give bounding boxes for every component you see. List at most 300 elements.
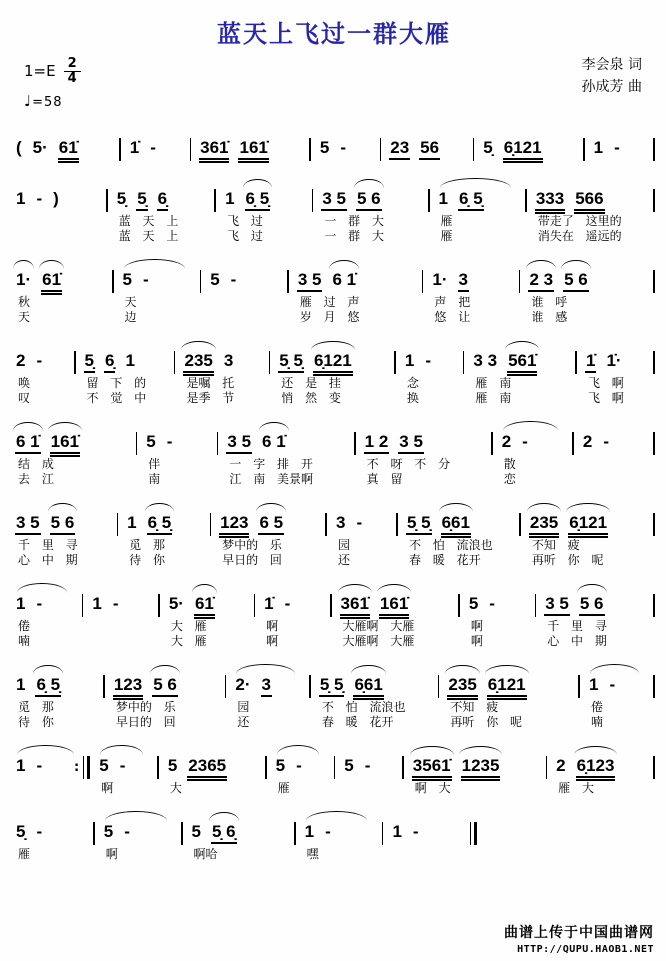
tempo-value: =58 <box>32 95 63 111</box>
notes-row <box>340 594 460 619</box>
lyric-row-2: 真 留 <box>366 472 403 486</box>
barline-thin <box>74 351 76 374</box>
note-group: 5 6 <box>152 675 178 697</box>
notes-row <box>275 756 336 781</box>
note-group: 3 5 <box>15 513 41 535</box>
lyric-row-1: 雁 <box>18 847 31 861</box>
note-group: 6̣ 5̣ <box>245 189 271 211</box>
barline-thin <box>225 675 227 698</box>
measure <box>204 257 292 325</box>
measure <box>273 338 399 406</box>
barline <box>515 513 521 536</box>
measure <box>577 419 658 487</box>
score <box>10 125 658 862</box>
note-group: 3 <box>261 675 272 697</box>
notes-row <box>593 138 655 163</box>
lyric-row-1: 声 把 <box>434 295 471 309</box>
lyric-row-2: 还 <box>338 553 351 567</box>
note-group: 6 1̇ <box>332 270 357 289</box>
lyric-row-2: 雁 <box>440 229 453 243</box>
score-header <box>10 55 658 111</box>
note-group: 6̣ 5̣ <box>458 189 484 211</box>
barline <box>649 513 655 536</box>
lyric-row-1: 大 雁 <box>170 619 207 633</box>
lyric-row-1: 大 <box>169 781 182 795</box>
lyric-row-1: 蓝 天 上 <box>118 214 179 228</box>
barline <box>261 756 267 779</box>
barline-thin <box>458 594 460 617</box>
dash-extension: - <box>284 594 291 613</box>
notes-row <box>304 822 384 847</box>
measure <box>10 662 108 730</box>
barline-thin <box>470 822 472 845</box>
barline-thin <box>112 270 114 293</box>
lyric-row-1: 谁 呼 <box>531 295 568 309</box>
barline <box>330 756 336 779</box>
lyric-row-2: 悠 让 <box>434 310 471 324</box>
notes-row <box>335 513 398 538</box>
lyric-row-1: 不知 疲 <box>450 700 499 714</box>
measure <box>463 581 539 649</box>
measure <box>162 743 270 796</box>
measure <box>426 257 523 325</box>
barline-thin <box>653 594 655 617</box>
barline-thin <box>181 822 183 845</box>
note-group: 5̣ <box>136 189 147 211</box>
lyric-row-1: 散 <box>503 457 516 471</box>
lyric-row-2 <box>15 229 108 244</box>
lyric-row-2: 天 <box>18 310 31 324</box>
lyric-row-2 <box>209 310 289 325</box>
note-group: 5̣ 5̣ <box>278 351 304 373</box>
measure <box>314 125 384 163</box>
lyric-row-2: 还 <box>237 715 250 729</box>
dash-extension: - <box>150 138 156 157</box>
note-group: 5̣ <box>116 189 127 208</box>
note-group: 1· <box>432 270 448 289</box>
measure <box>10 743 93 796</box>
measure <box>442 662 583 730</box>
lyric-row-1: 千 里 寻 <box>547 619 607 633</box>
lyric-row-2: 是季 节 <box>186 391 235 405</box>
barline-thin <box>106 189 108 212</box>
note-group: 5 <box>319 138 330 157</box>
barline <box>579 138 585 161</box>
notes-row <box>528 270 655 295</box>
lyric-row-1: 园 <box>237 700 250 714</box>
note-group: 5· <box>32 138 48 157</box>
lyric-row-1: 啊 <box>266 619 279 633</box>
note-group: 1 <box>304 822 315 841</box>
measure <box>270 743 339 796</box>
note-group: 361̇ <box>340 594 370 619</box>
barline-thin <box>535 594 537 617</box>
barline-thin <box>309 675 311 698</box>
dash-extension: - <box>36 756 43 775</box>
measure <box>399 338 468 406</box>
barline-thin <box>157 756 159 779</box>
lyric-row-2: 悄 然 变 <box>281 391 341 405</box>
barline-thin <box>269 351 271 374</box>
score-line-2 <box>10 176 658 244</box>
notes-row <box>582 432 655 457</box>
barline <box>177 822 183 845</box>
note-group: 2 <box>582 432 593 451</box>
barline <box>649 189 655 212</box>
measure <box>111 176 219 244</box>
barline-thin <box>578 675 580 698</box>
note-group: 5̣ 6̣ <box>211 822 237 844</box>
notes-row <box>15 756 90 781</box>
lyric-row-2: 春 暖 花开 <box>321 715 394 729</box>
measure <box>433 176 530 244</box>
lyric-row-2: 雁 南 <box>475 391 512 405</box>
dash-extension: - <box>119 756 126 775</box>
measure <box>292 257 427 325</box>
score-line-9 <box>10 743 658 796</box>
barline-thin <box>309 138 311 161</box>
barline-thin <box>653 432 655 455</box>
notes-row <box>297 270 424 295</box>
note-group: 3 5 <box>297 270 323 292</box>
measure <box>124 125 194 163</box>
measure <box>539 581 658 649</box>
dash-extension: - <box>489 594 495 613</box>
lyric-row-2: 早日的 回 <box>115 715 176 729</box>
measure <box>530 176 658 244</box>
barline-thin <box>396 513 398 536</box>
barline-thin <box>519 513 521 536</box>
lyric-row-1: 伴 <box>148 457 161 471</box>
tempo-marking <box>24 92 81 110</box>
song-title: 蓝天上飞过一群大雁 <box>217 19 451 48</box>
barline-thin <box>83 756 85 779</box>
score-line-7 <box>10 581 658 649</box>
barline <box>568 432 574 455</box>
measure <box>580 338 658 406</box>
barline <box>649 270 655 293</box>
lyric-row-1: 雁 <box>277 781 290 795</box>
notes-row <box>321 189 429 214</box>
note-group: 161̇ <box>238 138 268 163</box>
note-group: 1 <box>16 189 26 208</box>
lyric-row-2: 早日的 回 <box>222 553 282 567</box>
lyric-row-1: 一 字 排 开 <box>229 457 313 471</box>
lyric-row-2: 飞 啊 <box>587 391 624 405</box>
note-group: 5 <box>468 594 479 613</box>
measure <box>335 581 463 649</box>
notes-row <box>585 351 655 376</box>
measure <box>496 419 577 487</box>
measure <box>583 662 658 730</box>
note-group: 5̣ 5̣ <box>319 675 345 697</box>
note-group: 2365 <box>187 756 227 781</box>
notes-row <box>404 351 465 376</box>
dash-extension: - <box>603 432 610 451</box>
note-group: 5 <box>191 822 201 841</box>
barline-thin <box>438 675 440 698</box>
note-group: 1 <box>404 351 415 370</box>
measure <box>98 809 186 862</box>
note-group: 235 <box>183 351 213 376</box>
note-group: 5 <box>275 756 286 775</box>
notes-row <box>91 594 159 619</box>
dash-extension: - <box>143 270 149 289</box>
barline-thin <box>287 270 289 293</box>
note-group: 3 <box>336 513 346 532</box>
barline <box>108 270 114 293</box>
note-group: 1 <box>127 513 137 532</box>
measure <box>140 419 221 487</box>
notes-row <box>406 513 521 538</box>
quarter-note-icon: ♩ <box>24 92 33 111</box>
note-group: 2· <box>235 675 251 694</box>
lyric-row-1: 天 <box>124 295 137 309</box>
barline <box>154 594 160 617</box>
lyric-row-1 <box>91 619 159 634</box>
lyric-row-2: 换 <box>406 391 419 405</box>
barline-thin <box>294 822 296 845</box>
note-group: 6̣61 <box>353 675 383 700</box>
barline <box>206 513 212 536</box>
barline <box>265 351 271 374</box>
barline <box>283 270 289 293</box>
barline-thin <box>136 432 138 455</box>
note-group: 5 6 <box>50 513 76 535</box>
lyric-row-2: 待 你 <box>18 715 54 729</box>
barline-thin <box>93 822 95 845</box>
lyric-row-1: 是嘱 托 <box>186 376 235 390</box>
note-group: 6̣ <box>157 189 168 211</box>
composer-credit: 孙成芳 曲 <box>581 78 642 95</box>
measure <box>316 176 432 244</box>
measure <box>10 125 124 163</box>
barline-thin <box>572 432 574 455</box>
final-barline <box>466 822 478 845</box>
lyric-row-2: 啊 <box>470 634 483 648</box>
note-group: 61̇ <box>41 270 62 295</box>
measure <box>214 500 330 568</box>
measure <box>219 176 316 244</box>
barline-thin <box>330 594 332 617</box>
lyric-row-1: 飞 过 <box>227 214 263 228</box>
lyric-row-1: 啊 <box>101 781 114 795</box>
lyric-row-1: 啊哈 <box>193 847 218 861</box>
barline <box>113 513 119 536</box>
notes-row <box>226 432 355 457</box>
lyric-row-1: 雁 <box>440 214 453 228</box>
score-line-3 <box>10 257 658 325</box>
score-line-10 <box>10 809 658 862</box>
note-group: 5̣ <box>84 351 95 373</box>
note-group: 3 5 <box>544 594 570 616</box>
lyric-row-2: 江 南 美景啊 <box>229 472 314 486</box>
lyric-row-2: 再听 你 呢 <box>531 553 604 567</box>
footer-site-url: HTTP://QUPU.HAOB1.NET <box>517 944 654 955</box>
note-group: 6̣121 <box>568 513 608 538</box>
notes-row <box>209 270 289 295</box>
lyric-row-1: 留 下 的 <box>86 376 147 390</box>
key-and-tempo <box>24 57 81 110</box>
time-signature <box>64 57 81 85</box>
note-group: 2 <box>16 351 26 370</box>
barline-thin <box>158 594 160 617</box>
note-group: 5̣ <box>16 822 26 841</box>
notes-row <box>529 513 655 538</box>
dash-extension: - <box>609 675 616 694</box>
barline <box>454 594 460 617</box>
barline <box>542 756 548 779</box>
note-group: 123 <box>219 513 249 538</box>
lyric-row-2: 心 中 期 <box>547 634 607 648</box>
lyric-row-2: 叹 <box>18 391 31 405</box>
note-group: 161̇ <box>379 594 409 619</box>
dash-extension: - <box>296 756 302 775</box>
measure <box>10 257 117 325</box>
measure <box>10 500 121 568</box>
score-line-6 <box>10 500 658 568</box>
barline <box>378 822 384 845</box>
measure <box>163 581 258 649</box>
barline-thin <box>422 270 424 293</box>
barline <box>392 513 398 536</box>
note-group: 2 3 <box>528 270 554 292</box>
notes-row <box>84 351 176 376</box>
measure <box>524 500 658 568</box>
barline-thin <box>174 351 176 374</box>
measure <box>407 743 550 796</box>
notes-row <box>15 270 114 295</box>
barline <box>89 822 95 845</box>
lyric-row-2: 大雁啊 大雁 <box>342 634 415 648</box>
note-group: 1 <box>92 594 102 613</box>
note-group: 3 5 <box>321 189 347 211</box>
barline-thin <box>473 138 475 161</box>
notes-row <box>15 594 83 619</box>
notes-row <box>122 270 202 295</box>
barline <box>321 513 327 536</box>
parenthesis: ( <box>16 138 22 157</box>
notes-row <box>116 189 216 214</box>
notes-row <box>438 189 527 214</box>
barline-thin <box>312 189 314 212</box>
note-group: 6 1̇ <box>262 432 286 451</box>
notes-row <box>15 189 108 214</box>
notes-row <box>263 594 331 619</box>
notes-row <box>535 189 655 214</box>
note-group: 1 <box>589 675 599 694</box>
note-group: 5̣ 5̣ <box>406 513 432 535</box>
measure <box>10 176 111 244</box>
barline-thin <box>491 432 493 455</box>
measure <box>121 500 214 568</box>
measure <box>386 809 480 862</box>
measure <box>108 662 230 730</box>
notes-row <box>501 432 574 457</box>
note-group: 3 3 <box>473 351 498 370</box>
barline-thin <box>583 138 585 161</box>
barline-thin <box>265 756 267 779</box>
barline <box>186 138 192 161</box>
parenthesis: ) <box>53 189 59 208</box>
note-group: 6̣121 <box>503 138 543 163</box>
note-group: 333 <box>535 189 565 214</box>
footer-site-name: 曲谱上传于中国曲谱网 <box>504 925 654 941</box>
note-group: 361̇ <box>199 138 229 163</box>
score-line-8 <box>10 662 658 730</box>
notes-row <box>183 351 270 376</box>
notes-row <box>129 138 191 163</box>
notes-row <box>103 822 183 847</box>
note-group: 2 <box>556 756 566 775</box>
note-group: 5 <box>210 270 220 289</box>
lyric-row-1: 飞 啊 <box>587 376 624 390</box>
note-group: 235 <box>529 513 559 538</box>
barline <box>250 594 256 617</box>
note-group: 3561̇ <box>412 756 452 781</box>
dash-extension: - <box>230 270 237 289</box>
note-group: 23 <box>389 138 410 160</box>
measure <box>194 125 314 163</box>
note-group: 2 <box>501 432 512 451</box>
footer <box>504 922 654 955</box>
measure <box>93 743 162 796</box>
note-group: 1 <box>225 189 235 208</box>
barline <box>132 432 138 455</box>
barline <box>305 675 311 698</box>
lyric-row-2: 岁 月 悠 <box>299 310 360 324</box>
notes-row <box>447 675 580 700</box>
notes-row <box>15 675 105 700</box>
notes-row <box>98 756 159 781</box>
dash-extension: - <box>364 756 371 775</box>
lyric-row-2: 待 你 <box>129 553 165 567</box>
note-group: 1 <box>593 138 604 157</box>
note-group: 566 <box>574 189 604 214</box>
measure <box>338 743 407 796</box>
measure <box>79 338 179 406</box>
lyric-row-1: 嘿 <box>306 847 319 861</box>
barline <box>305 138 311 161</box>
barline <box>418 270 424 293</box>
notes-row <box>544 594 655 619</box>
measure <box>401 500 524 568</box>
note-group: 56 <box>419 138 440 160</box>
notes-row <box>224 189 313 214</box>
barline-thin <box>653 138 655 161</box>
lyric-row-2: 蓝 天 上 <box>118 229 179 243</box>
lyric-row-1 <box>209 295 289 310</box>
barline-thin <box>210 513 212 536</box>
note-group: 561̇ <box>507 351 537 376</box>
note-group: 5 6 <box>579 594 605 616</box>
note-group: 1 <box>392 822 402 841</box>
note-group: 5 <box>99 756 109 775</box>
notes-row <box>168 594 255 619</box>
note-group: 3 5 <box>226 432 252 454</box>
barline-thin <box>325 513 327 536</box>
barline-thin <box>653 270 655 293</box>
barline-thin <box>653 756 655 779</box>
barline <box>649 138 655 161</box>
notes-row <box>15 351 76 376</box>
barline <box>376 138 382 161</box>
notes-row <box>15 138 121 163</box>
barline <box>350 432 356 455</box>
note-group: 6̣121 <box>487 675 527 700</box>
notes-row <box>468 594 536 619</box>
notes-row <box>126 513 211 538</box>
